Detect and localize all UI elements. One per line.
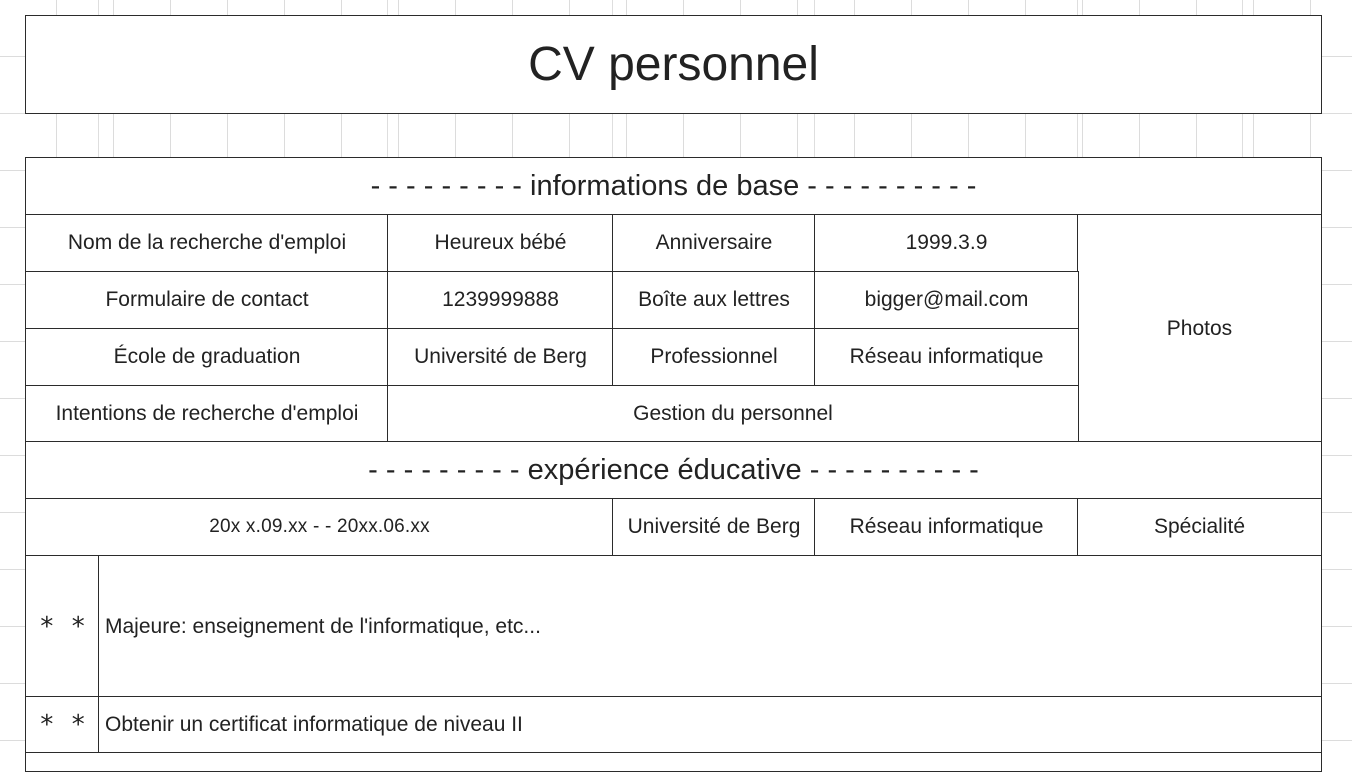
section-header-basic-info[interactable] xyxy=(25,157,1322,215)
cell-job-search-name-label[interactable] xyxy=(25,214,389,272)
school-value: Université de Berg xyxy=(414,345,587,368)
contact-label: Formulaire de contact xyxy=(105,288,309,311)
cell-detail-text[interactable] xyxy=(98,696,1322,754)
cell-contact-label[interactable] xyxy=(25,271,389,329)
cell-professional-value[interactable] xyxy=(814,328,1079,386)
cell-education-school[interactable] xyxy=(612,498,816,556)
cell-detail-marker[interactable] xyxy=(25,696,100,754)
intentions-label: Intentions de recherche d'emploi xyxy=(55,402,359,425)
cell-photo[interactable] xyxy=(1077,214,1322,443)
cell-birthday-label[interactable] xyxy=(612,214,816,272)
cell-mailbox-value[interactable] xyxy=(814,271,1079,329)
cell-education-period[interactable] xyxy=(25,498,614,556)
cell-professional-label[interactable] xyxy=(612,328,816,386)
cell-job-search-name-value[interactable] xyxy=(387,214,614,272)
job-search-name-label: Nom de la recherche d'emploi xyxy=(67,231,347,254)
cell-birthday-value[interactable] xyxy=(814,214,1079,272)
mailbox-value: bigger@mail.com xyxy=(864,288,1029,311)
education-degree: Spécialité xyxy=(1153,515,1246,538)
section-title-basic-info: - - - - - - - - - informations de base - - - - - - - - - - xyxy=(370,169,977,202)
cell-contact-value[interactable] xyxy=(387,271,614,329)
job-search-name-value: Heureux bébé xyxy=(434,231,567,254)
detail-text: Obtenir un certificat informatique de niveau II xyxy=(105,713,523,736)
cv-title: CV personnel xyxy=(528,38,819,91)
detail-marker: * * xyxy=(39,710,86,740)
cell-school-value[interactable] xyxy=(387,328,614,386)
cell-mailbox-label[interactable] xyxy=(612,271,816,329)
birthday-label: Anniversaire xyxy=(655,231,773,254)
education-school: Université de Berg xyxy=(627,515,801,538)
intentions-value: Gestion du personnel xyxy=(633,402,833,425)
school-label: École de graduation xyxy=(113,345,301,368)
detail-marker: * * xyxy=(39,611,86,642)
cell-detail-text[interactable] xyxy=(98,555,1322,698)
education-major: Réseau informatique xyxy=(849,515,1044,538)
cell-intentions-value[interactable] xyxy=(387,385,1079,443)
mailbox-label: Boîte aux lettres xyxy=(638,288,790,311)
contact-value: 1239999888 xyxy=(442,288,559,311)
cell-education-degree[interactable] xyxy=(1077,498,1322,556)
cell-detail-marker[interactable] xyxy=(25,555,100,698)
cell-school-label[interactable] xyxy=(25,328,389,386)
professional-value: Réseau informatique xyxy=(849,345,1044,368)
photo-label: Photos xyxy=(1166,316,1233,340)
professional-label: Professionnel xyxy=(650,345,778,368)
cell-intentions-label[interactable] xyxy=(25,385,389,443)
section-title-education: - - - - - - - - - expérience éducative - - - - - - - - - - xyxy=(368,453,979,486)
cell-education-major[interactable] xyxy=(814,498,1079,556)
section-header-education[interactable] xyxy=(25,441,1322,499)
cv-title-cell[interactable] xyxy=(25,15,1322,114)
education-period: 20x x.09.xx - - 20xx.06.xx xyxy=(209,516,430,537)
birthday-value: 1999.3.9 xyxy=(905,231,988,254)
cell-next-row[interactable] xyxy=(25,752,1322,772)
detail-text: Majeure: enseignement de l'informatique, etc... xyxy=(105,614,541,638)
